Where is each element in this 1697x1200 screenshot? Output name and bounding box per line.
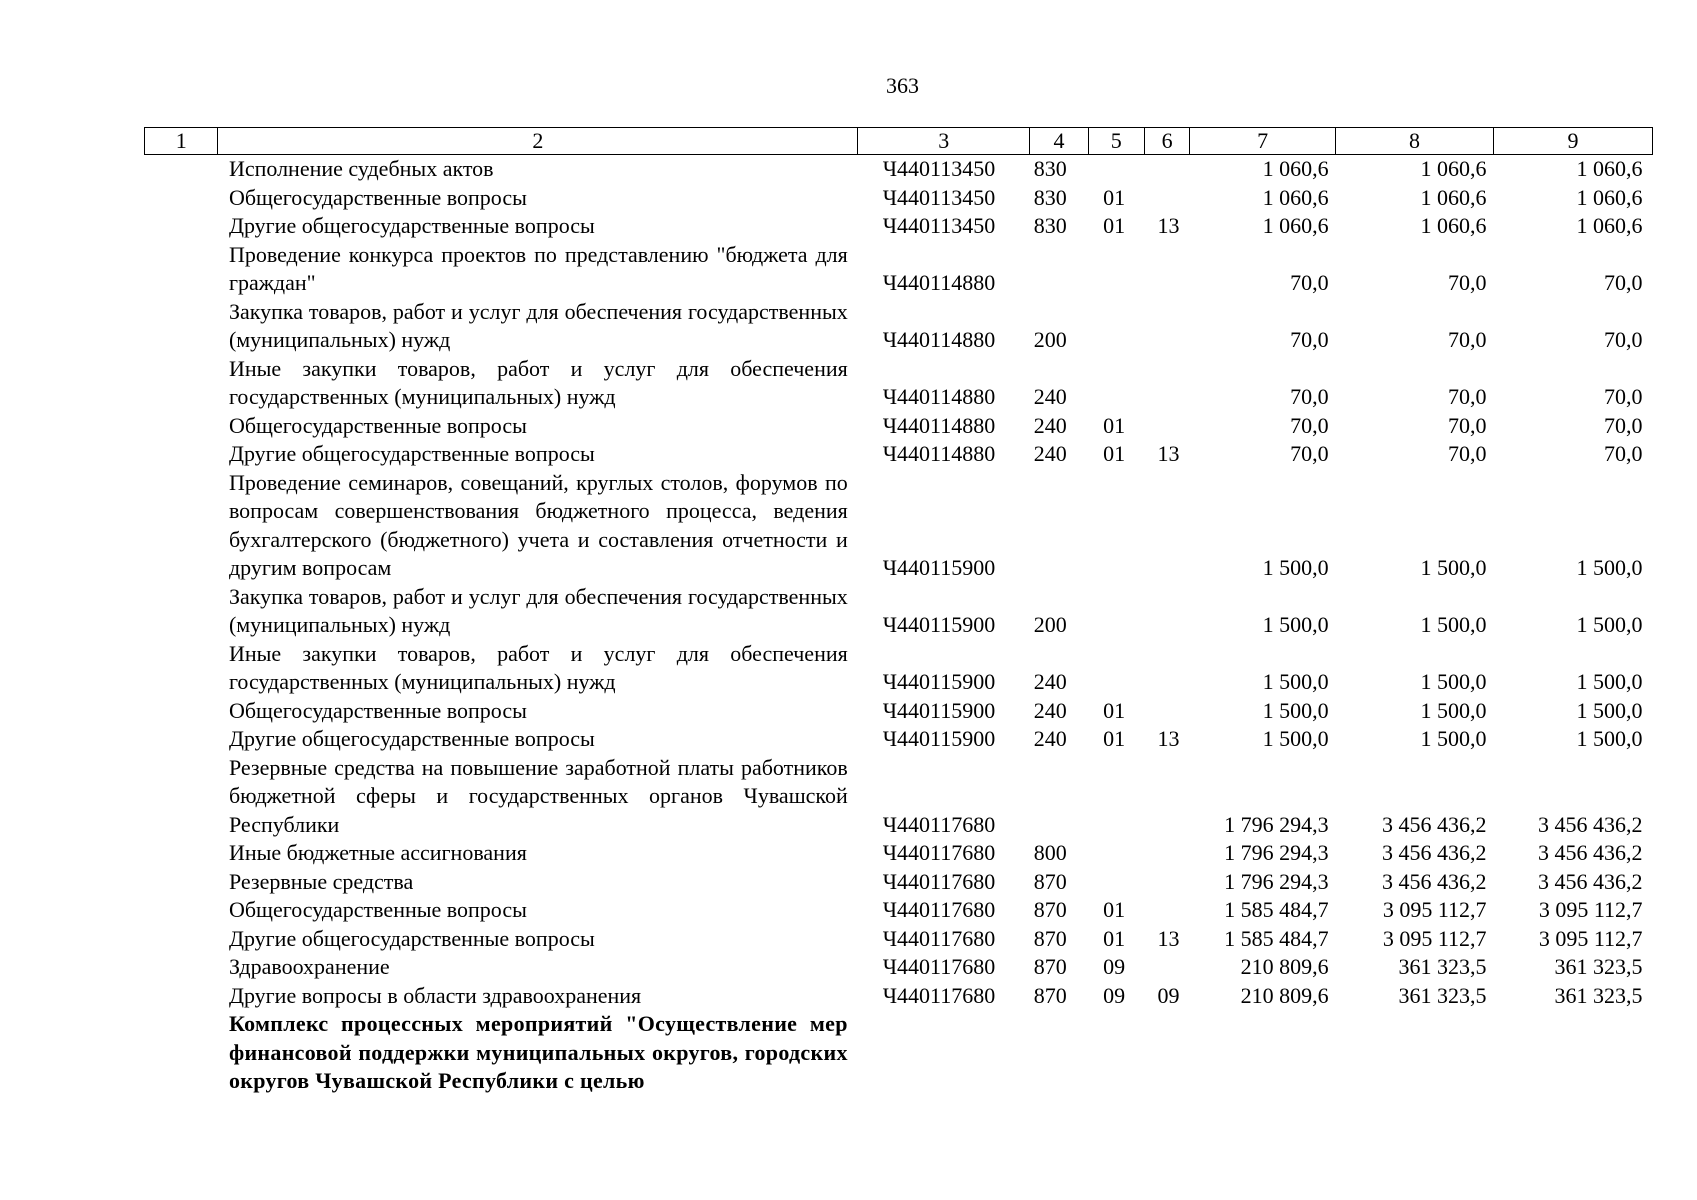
cell-target-code: Ч440117680 <box>882 868 996 894</box>
cell-subsection <box>1144 697 1189 726</box>
cell-section: 09 <box>1103 982 1126 1008</box>
cell-section <box>1088 355 1144 412</box>
cell-expense-type: 870 <box>1033 982 1067 1008</box>
cell-col-1 <box>145 355 218 412</box>
page-number: 363 <box>886 73 919 98</box>
cell-target-code: Ч440115900 <box>882 726 996 751</box>
header-col-7: 7 <box>1190 128 1336 155</box>
cell-amount-col-8: 70,0 <box>1448 412 1487 438</box>
cell-section <box>1088 469 1144 583</box>
cell-expense-type <box>1030 469 1088 583</box>
cell-target-code: Ч440114880 <box>882 412 996 438</box>
table-row <box>145 469 1653 583</box>
cell-target-code: Ч440114880 <box>882 270 996 295</box>
cell-item-name: Другие вопросы в области здравоохранения <box>228 982 642 1008</box>
table-row <box>145 896 1653 925</box>
cell-item-name: Другие общегосударственные вопросы <box>228 726 595 751</box>
cell-subsection: 09 <box>1157 982 1180 1008</box>
cell-section: 01 <box>1103 925 1126 951</box>
cell-amount-col-9: 3 095 112,7 <box>1538 897 1643 922</box>
cell-col-1 <box>145 1010 218 1096</box>
cell-target-code: Ч440113450 <box>882 156 996 181</box>
cell-amount-col-8: 1 060,6 <box>1420 213 1487 238</box>
cell-section: 01 <box>1103 184 1126 210</box>
cell-amount-col-7: 1 060,6 <box>1262 156 1329 181</box>
cell-amount-col-8 <box>1336 1010 1494 1096</box>
cell-amount-col-8: 1 500,0 <box>1420 555 1487 580</box>
cell-amount-col-9: 361 323,5 <box>1554 954 1643 979</box>
cell-subsection <box>1144 953 1189 982</box>
cell-item-name: Здравоохранение <box>228 954 390 979</box>
cell-expense-type: 240 <box>1033 669 1067 694</box>
cell-item-name: Общегосударственные вопросы <box>228 184 527 210</box>
cell-item-name: Общегосударственные вопросы <box>228 412 527 438</box>
cell-col-1 <box>145 982 218 1011</box>
cell-target-code: Ч440115900 <box>882 612 996 637</box>
table-row <box>145 640 1653 697</box>
cell-amount-col-8: 3 456 436,2 <box>1382 840 1487 865</box>
cell-expense-type: 200 <box>1033 612 1067 637</box>
cell-subsection <box>1144 1010 1189 1096</box>
table-row <box>145 440 1653 469</box>
cell-amount-col-9: 361 323,5 <box>1554 982 1643 1008</box>
cell-subsection: 13 <box>1157 441 1180 466</box>
cell-col-1 <box>145 754 218 840</box>
cell-amount-col-8: 1 500,0 <box>1420 612 1487 637</box>
cell-section <box>1088 583 1144 640</box>
cell-col-1 <box>145 212 218 241</box>
cell-amount-col-9: 1 060,6 <box>1576 184 1643 210</box>
cell-target-code: Ч440117680 <box>882 925 996 951</box>
cell-amount-col-7: 70,0 <box>1290 327 1329 352</box>
cell-amount-col-9: 1 500,0 <box>1576 555 1643 580</box>
cell-expense-type <box>1030 1010 1088 1096</box>
cell-section <box>1088 155 1144 184</box>
cell-col-1 <box>145 440 218 469</box>
cell-amount-col-9: 70,0 <box>1604 441 1643 466</box>
cell-expense-type: 870 <box>1033 954 1067 979</box>
cell-subsection <box>1144 355 1189 412</box>
cell-expense-type: 830 <box>1033 156 1067 181</box>
cell-section <box>1088 241 1144 298</box>
cell-expense-type: 240 <box>1033 441 1067 466</box>
cell-expense-type: 870 <box>1033 925 1067 951</box>
cell-section: 01 <box>1103 412 1126 438</box>
cell-expense-type: 870 <box>1033 868 1067 894</box>
cell-subsection <box>1144 298 1189 355</box>
cell-item-name: Исполнение судебных актов <box>228 156 494 181</box>
cell-amount-col-8: 3 095 112,7 <box>1382 925 1487 951</box>
cell-subsection <box>1144 640 1189 697</box>
cell-amount-col-9: 1 500,0 <box>1576 726 1643 751</box>
cell-section <box>1088 868 1144 897</box>
cell-expense-type <box>1030 241 1088 298</box>
header-col-5: 5 <box>1088 128 1144 155</box>
cell-subsection <box>1144 583 1189 640</box>
cell-section: 01 <box>1103 213 1126 238</box>
cell-subsection <box>1144 896 1189 925</box>
table-header-row <box>145 128 1653 155</box>
cell-target-code: Ч440117680 <box>882 897 996 922</box>
table-row <box>145 241 1653 298</box>
cell-expense-type: 240 <box>1033 384 1067 409</box>
cell-item-name: Иные закупки товаров, работ и услуг для обеспечения государственных (муниципальных) нужд <box>228 355 848 409</box>
cell-amount-col-7: 1 500,0 <box>1262 697 1329 723</box>
table-row <box>145 839 1653 868</box>
cell-amount-col-8: 1 060,6 <box>1420 184 1487 210</box>
cell-amount-col-9: 70,0 <box>1604 384 1643 409</box>
cell-target-code: Ч440117680 <box>882 811 996 837</box>
cell-section <box>1088 839 1144 868</box>
cell-col-1 <box>145 640 218 697</box>
table-row <box>145 697 1653 726</box>
cell-amount-col-7: 1 060,6 <box>1262 213 1329 238</box>
cell-col-1 <box>145 184 218 213</box>
cell-amount-col-7: 210 809,6 <box>1240 954 1329 979</box>
cell-amount-col-9: 3 456 436,2 <box>1538 811 1643 837</box>
cell-subsection <box>1144 754 1189 840</box>
table-row <box>145 725 1653 754</box>
cell-col-1 <box>145 155 218 184</box>
table-row <box>145 925 1653 954</box>
table-row <box>145 583 1653 640</box>
cell-item-name: Резервные средства <box>228 868 414 894</box>
cell-item-name: Проведение семинаров, совещаний, круглых столов, форумов по вопросам совершенствования бюджетного процесса, ведения бухгалтерского (бюджетного) учета и составления отчетности и другим вопросам <box>228 469 848 580</box>
cell-section <box>1088 754 1144 840</box>
cell-expense-type: 240 <box>1033 697 1067 723</box>
cell-item-name: Закупка товаров, работ и услуг для обеспечения государственных (муниципальных) нужд <box>228 583 848 637</box>
cell-col-1 <box>145 298 218 355</box>
cell-amount-col-8: 3 456 436,2 <box>1382 811 1487 837</box>
cell-target-code <box>858 1010 1030 1096</box>
cell-item-name: Проведение конкурса проектов по представлению "бюджета для граждан" <box>228 241 848 295</box>
cell-col-1 <box>145 953 218 982</box>
header-col-8: 8 <box>1336 128 1494 155</box>
cell-amount-col-9: 1 500,0 <box>1576 612 1643 637</box>
cell-item-name: Другие общегосударственные вопросы <box>228 441 595 466</box>
table-row <box>145 184 1653 213</box>
cell-item-name: Другие общегосударственные вопросы <box>228 213 595 238</box>
cell-col-1 <box>145 896 218 925</box>
cell-section: 01 <box>1103 697 1126 723</box>
cell-section: 09 <box>1103 954 1126 979</box>
cell-amount-col-8: 3 456 436,2 <box>1382 868 1487 894</box>
cell-col-1 <box>145 583 218 640</box>
cell-amount-col-7: 70,0 <box>1290 412 1329 438</box>
header-col-3: 3 <box>858 128 1030 155</box>
cell-amount-col-7: 70,0 <box>1290 270 1329 295</box>
cell-amount-col-7: 1 060,6 <box>1262 184 1329 210</box>
cell-amount-col-9: 1 500,0 <box>1576 669 1643 694</box>
cell-expense-type <box>1030 754 1088 840</box>
cell-amount-col-9 <box>1494 1010 1653 1096</box>
header-col-2: 2 <box>218 128 858 155</box>
cell-target-code: Ч440113450 <box>882 184 996 210</box>
cell-amount-col-9: 1 060,6 <box>1576 156 1643 181</box>
header-col-1: 1 <box>145 128 218 155</box>
cell-amount-col-8: 3 095 112,7 <box>1382 897 1487 922</box>
cell-target-code: Ч440113450 <box>882 213 996 238</box>
cell-expense-type: 240 <box>1033 726 1067 751</box>
cell-amount-col-9: 3 456 436,2 <box>1538 840 1643 865</box>
cell-amount-col-8: 70,0 <box>1448 384 1487 409</box>
table-row <box>145 982 1653 1011</box>
cell-target-code: Ч440114880 <box>882 327 996 352</box>
cell-amount-col-8: 70,0 <box>1448 270 1487 295</box>
cell-subsection: 13 <box>1157 925 1180 951</box>
cell-target-code: Ч440115900 <box>882 555 996 580</box>
cell-col-1 <box>145 469 218 583</box>
cell-subsection <box>1144 184 1189 213</box>
header-col-6: 6 <box>1144 128 1189 155</box>
table-row <box>145 1010 1653 1096</box>
cell-amount-col-8: 361 323,5 <box>1398 982 1487 1008</box>
table-row <box>145 155 1653 184</box>
cell-amount-col-9: 70,0 <box>1604 412 1643 438</box>
cell-expense-type: 830 <box>1033 184 1067 210</box>
cell-amount-col-7: 1 796 294,3 <box>1224 840 1329 865</box>
cell-subsection <box>1144 412 1189 441</box>
cell-amount-col-9: 1 500,0 <box>1576 697 1643 723</box>
cell-item-name: Общегосударственные вопросы <box>228 897 527 922</box>
header-col-4: 4 <box>1030 128 1088 155</box>
table-body <box>145 155 1653 1096</box>
cell-col-1 <box>145 839 218 868</box>
table-row <box>145 212 1653 241</box>
cell-amount-col-9: 70,0 <box>1604 270 1643 295</box>
cell-section <box>1088 298 1144 355</box>
cell-amount-col-9: 3 456 436,2 <box>1538 868 1643 894</box>
table-row <box>145 953 1653 982</box>
cell-item-name: Иные закупки товаров, работ и услуг для обеспечения государственных (муниципальных) нужд <box>228 640 848 694</box>
cell-subsection <box>1144 155 1189 184</box>
header-col-9: 9 <box>1494 128 1653 155</box>
cell-amount-col-7: 1 500,0 <box>1262 726 1329 751</box>
table-row <box>145 298 1653 355</box>
cell-target-code: Ч440117680 <box>882 982 996 1008</box>
cell-amount-col-7 <box>1190 1010 1336 1096</box>
cell-target-code: Ч440115900 <box>882 697 996 723</box>
cell-amount-col-7: 1 585 484,7 <box>1224 897 1329 922</box>
cell-amount-col-8: 361 323,5 <box>1398 954 1487 979</box>
cell-amount-col-8: 1 060,6 <box>1420 156 1487 181</box>
table-row <box>145 868 1653 897</box>
cell-expense-type: 870 <box>1033 897 1067 922</box>
cell-col-1 <box>145 725 218 754</box>
cell-amount-col-7: 1 500,0 <box>1262 669 1329 694</box>
cell-expense-type: 200 <box>1033 327 1067 352</box>
cell-col-1 <box>145 241 218 298</box>
table-row <box>145 412 1653 441</box>
cell-amount-col-8: 70,0 <box>1448 441 1487 466</box>
cell-expense-type: 800 <box>1033 840 1067 865</box>
cell-amount-col-8: 70,0 <box>1448 327 1487 352</box>
cell-target-code: Ч440114880 <box>882 384 996 409</box>
cell-subsection <box>1144 868 1189 897</box>
cell-col-1 <box>145 925 218 954</box>
cell-col-1 <box>145 697 218 726</box>
cell-item-name: Резервные средства на повышение заработной платы работников бюджетной сферы и государственных органов Чувашской Республики <box>228 754 848 837</box>
cell-target-code: Ч440114880 <box>882 441 996 466</box>
cell-amount-col-8: 1 500,0 <box>1420 697 1487 723</box>
cell-amount-col-8: 1 500,0 <box>1420 726 1487 751</box>
cell-subsection: 13 <box>1157 726 1180 751</box>
cell-col-1 <box>145 868 218 897</box>
cell-section <box>1088 640 1144 697</box>
cell-item-name: Общегосударственные вопросы <box>228 697 527 723</box>
cell-target-code: Ч440117680 <box>882 840 996 865</box>
cell-amount-col-7: 210 809,6 <box>1240 982 1329 1008</box>
cell-amount-col-7: 1 500,0 <box>1262 555 1329 580</box>
cell-amount-col-8: 1 500,0 <box>1420 669 1487 694</box>
cell-subsection <box>1144 241 1189 298</box>
cell-subsection <box>1144 839 1189 868</box>
cell-section: 01 <box>1103 897 1126 922</box>
cell-target-code: Ч440115900 <box>882 669 996 694</box>
cell-section <box>1088 1010 1144 1096</box>
cell-amount-col-7: 70,0 <box>1290 384 1329 409</box>
cell-amount-col-7: 1 585 484,7 <box>1224 925 1329 951</box>
cell-amount-col-7: 1 796 294,3 <box>1224 811 1329 837</box>
cell-expense-type: 240 <box>1033 412 1067 438</box>
cell-amount-col-7: 1 500,0 <box>1262 612 1329 637</box>
cell-subsection <box>1144 469 1189 583</box>
cell-section: 01 <box>1103 726 1126 751</box>
cell-item-name: Комплекс процессных мероприятий "Осуществление мер финансовой поддержки муниципальных округов, городских округов Чувашской Республики с целью <box>228 1011 848 1093</box>
cell-amount-col-7: 70,0 <box>1290 441 1329 466</box>
cell-amount-col-9: 3 095 112,7 <box>1538 925 1643 951</box>
table-row <box>145 355 1653 412</box>
cell-amount-col-9: 70,0 <box>1604 327 1643 352</box>
cell-expense-type: 830 <box>1033 213 1067 238</box>
cell-item-name: Иные бюджетные ассигнования <box>228 840 527 865</box>
cell-col-1 <box>145 412 218 441</box>
cell-section: 01 <box>1103 441 1126 466</box>
cell-item-name: Закупка товаров, работ и услуг для обеспечения государственных (муниципальных) нужд <box>228 298 848 352</box>
cell-amount-col-7: 1 796 294,3 <box>1224 868 1329 894</box>
cell-target-code: Ч440117680 <box>882 954 996 979</box>
cell-amount-col-9: 1 060,6 <box>1576 213 1643 238</box>
cell-item-name: Другие общегосударственные вопросы <box>228 925 595 951</box>
cell-subsection: 13 <box>1157 213 1180 238</box>
table-row <box>145 754 1653 840</box>
budget-table <box>144 127 1653 1096</box>
